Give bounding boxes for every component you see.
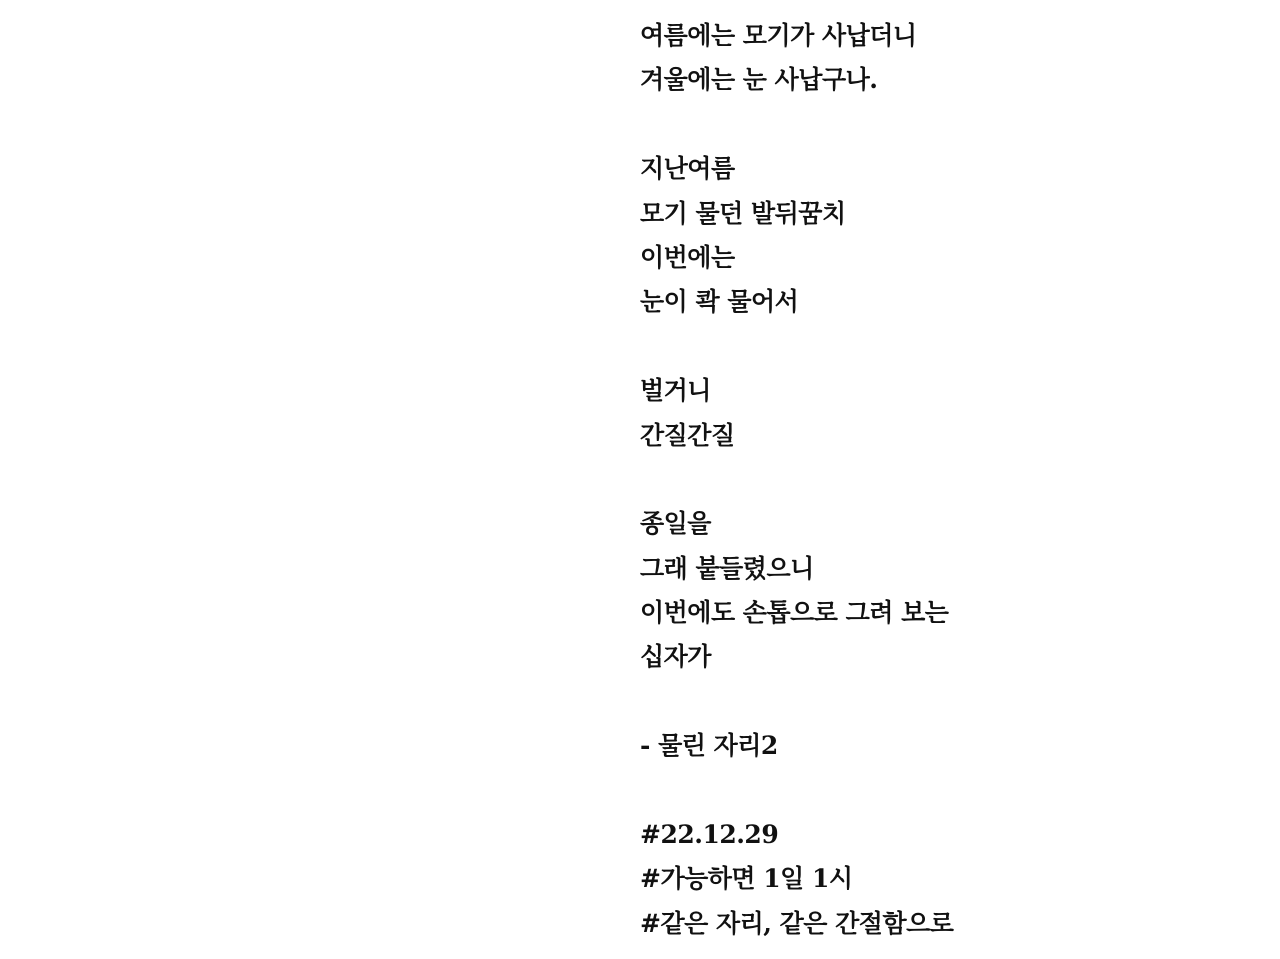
poem-line: 벌거니 xyxy=(640,376,711,406)
poem-line: 지난여름 xyxy=(640,154,735,184)
poem-line: 모기 물던 발뒤꿈치 xyxy=(640,198,846,228)
poem-text xyxy=(640,14,1260,946)
poem-line: 이번에는 xyxy=(640,242,735,272)
hashtag: #가능하면 1일 1시 xyxy=(640,864,853,894)
stanza-gap xyxy=(640,769,1260,813)
poem-line: 겨울에는 눈 사납구나. xyxy=(640,65,878,95)
poem-line: 간질간질 xyxy=(640,420,735,450)
hashtag: #22.12.29 xyxy=(640,820,779,850)
stanza-gap xyxy=(640,325,1260,369)
stanza-gap xyxy=(640,458,1260,502)
stanza-gap xyxy=(640,103,1260,147)
poem-line: 이번에도 손톱으로 그려 보는 xyxy=(640,598,949,628)
stanza-gap xyxy=(640,680,1260,724)
hashtag: #같은 자리, 같은 간절함으로 xyxy=(640,908,954,938)
poem-line: 십자가 xyxy=(640,642,711,672)
poem-line: 그래 붙들렸으니 xyxy=(640,553,814,583)
poem-line: 여름에는 모기가 사납더니 xyxy=(640,21,917,50)
poem-line: 종일을 xyxy=(640,509,711,539)
poem-line: 눈이 콱 물어서 xyxy=(640,287,799,317)
poem-signature: - 물린 자리2 xyxy=(640,731,778,761)
